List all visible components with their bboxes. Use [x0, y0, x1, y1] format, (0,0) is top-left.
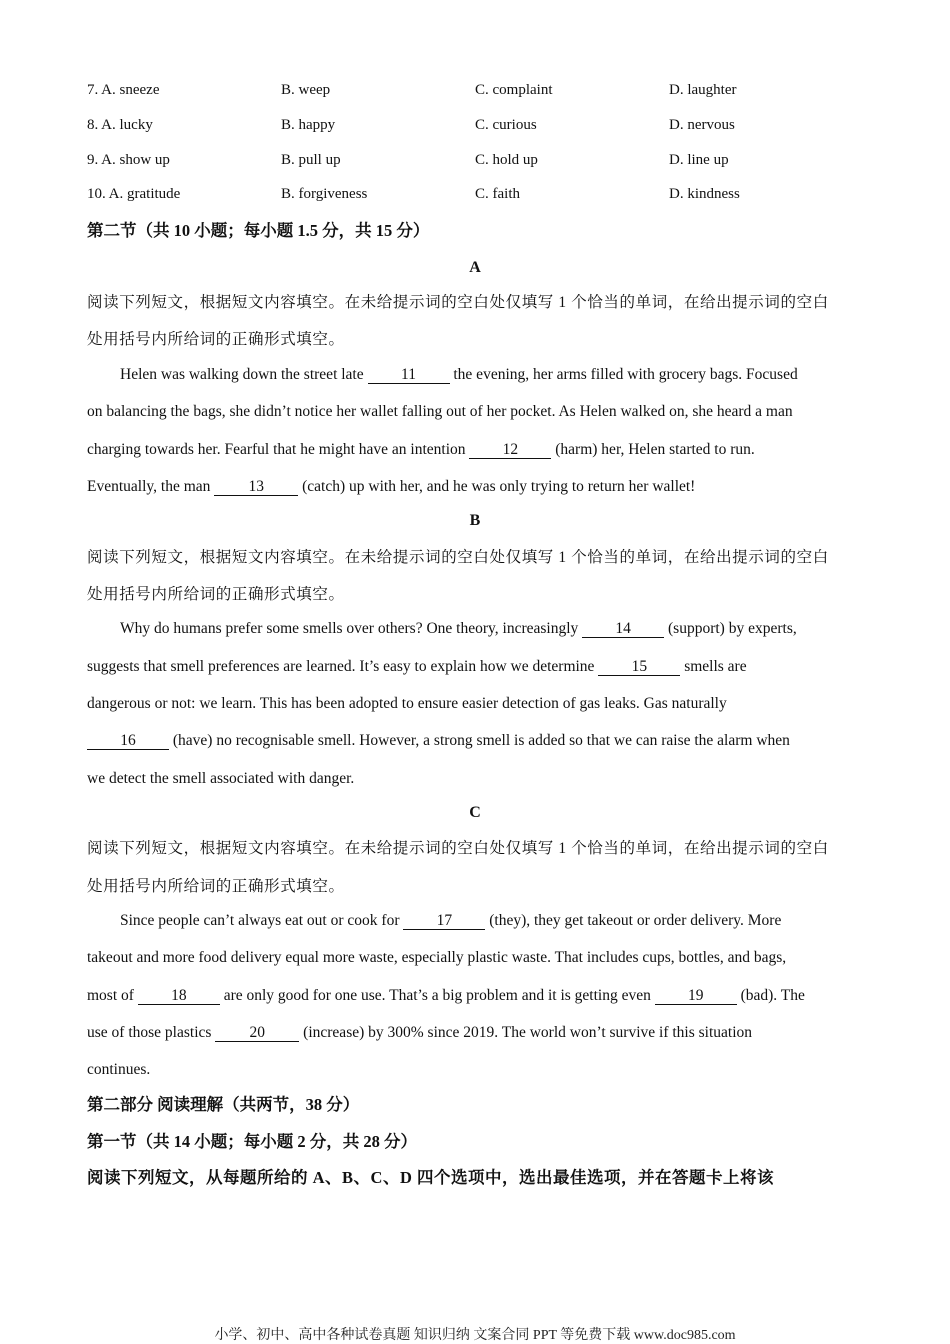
- option-a: 7. A. sneeze: [87, 82, 160, 98]
- option-row-9: [87, 152, 867, 172]
- blank-16[interactable]: 16: [87, 733, 169, 750]
- blank-15[interactable]: 15: [598, 659, 680, 676]
- passage-c-title: C: [469, 804, 481, 821]
- passage-b-line1: [120, 619, 895, 639]
- option-d: D. laughter: [669, 82, 737, 98]
- text: Why do humans prefer some smells over others? One theory, increasingly: [120, 620, 583, 637]
- text: use of those plastics: [87, 1024, 216, 1041]
- passage-c-line5: continues.: [87, 1061, 151, 1078]
- instructions-b-line1: 阅读下列短文，根据短文内容填空。在未给提示词的空白处仅填写 1 个恰当的单词，在给出提示词的空白: [87, 549, 829, 566]
- option-c: C. curious: [475, 117, 537, 133]
- passage-b-line2: [87, 657, 862, 677]
- option-d: D. line up: [669, 152, 729, 168]
- text: (have) no recognisable smell. However, a strong smell is added so that we can raise the alarm when: [169, 732, 790, 749]
- passage-a-line1: [120, 365, 895, 385]
- text: (increase) by 300% since 2019. The world won’t survive if this situation: [299, 1024, 753, 1041]
- option-c: C. hold up: [475, 152, 538, 168]
- option-b: B. happy: [281, 117, 336, 133]
- passage-c-line1: [120, 911, 895, 931]
- passage-c-line2: takeout and more food delivery equal more waste, especially plastic waste. That includes cups, bottles, and bags,: [87, 949, 787, 966]
- passage-b-line4: [87, 731, 862, 751]
- text: (bad). The: [736, 987, 805, 1004]
- blank-18[interactable]: 18: [138, 988, 220, 1005]
- passage-a-line4: [87, 477, 862, 497]
- blank-12[interactable]: 12: [469, 442, 551, 459]
- page-footer: 小学、初中、高中各种试卷真题 知识归纳 文案合同 PPT 等免费下载 www.doc985.com: [214, 1328, 736, 1343]
- text: (harm) her, Helen started to run.: [551, 441, 755, 458]
- instructions-b-line2: 处用括号内所给词的正确形式填空。: [87, 586, 345, 603]
- option-a: 9. A. show up: [87, 152, 170, 168]
- option-b: B. weep: [281, 82, 331, 98]
- text: (they), they get takeout or order delivery. More: [485, 912, 782, 929]
- passage-a-title: A: [469, 259, 481, 276]
- option-row-10: [87, 186, 867, 206]
- text: Eventually, the man: [87, 478, 215, 495]
- passage-b-line3: dangerous or not: we learn. This has been adopted to ensure easier detection of gas leaks. Gas naturally: [87, 695, 727, 712]
- option-b: B. pull up: [281, 152, 341, 168]
- option-b: B. forgiveness: [281, 186, 368, 202]
- blank-20[interactable]: 20: [215, 1025, 299, 1042]
- blank-11[interactable]: 11: [368, 367, 450, 384]
- text: (catch) up with her, and he was only trying to return her wallet!: [298, 478, 696, 495]
- option-a: 8. A. lucky: [87, 117, 153, 133]
- option-c: C. faith: [475, 186, 520, 202]
- blank-17[interactable]: 17: [403, 913, 485, 930]
- passage-b-title: B: [469, 512, 481, 529]
- option-d: D. nervous: [669, 117, 735, 133]
- text: are only good for one use. That’s a big problem and it is getting even: [219, 987, 655, 1004]
- blank-19[interactable]: 19: [655, 988, 737, 1005]
- option-row-7: [87, 82, 867, 102]
- passage-c-line3: [87, 986, 862, 1006]
- part2-heading: 第二部分 阅读理解（共两节，38 分）: [87, 1095, 360, 1114]
- instructions-c-line2: 处用括号内所给词的正确形式填空。: [87, 878, 345, 895]
- passage-c-line4: [87, 1023, 862, 1043]
- section2-heading: 第二节（共 10 小题；每小题 1.5 分，共 15 分）: [87, 221, 430, 240]
- blank-14[interactable]: 14: [582, 621, 664, 638]
- text: suggests that smell preferences are learned. It’s easy to explain how we determine: [87, 658, 599, 675]
- passage-a-line2: on balancing the bags, she didn’t notice her wallet falling out of her pocket. As Helen walked on, she heard a man: [87, 403, 793, 420]
- passage-a-line3: [87, 440, 862, 460]
- passage-b-line5: we detect the smell associated with danger.: [87, 770, 355, 787]
- instructions-a-line1: 阅读下列短文，根据短文内容填空。在未给提示词的空白处仅填写 1 个恰当的单词，在给出提示词的空白: [87, 294, 829, 311]
- option-row-8: [87, 117, 867, 137]
- part2-section1-heading: 第一节（共 14 小题；每小题 2 分，共 28 分）: [87, 1132, 417, 1151]
- text: Helen was walking down the street late: [120, 366, 368, 383]
- text: most of: [87, 987, 138, 1004]
- text: Since people can’t always eat out or cook for: [120, 912, 404, 929]
- text: (support) by experts,: [664, 620, 797, 637]
- instructions-a-line2: 处用括号内所给词的正确形式填空。: [87, 331, 345, 348]
- text: charging towards her. Fearful that he might have an intention: [87, 441, 470, 458]
- text: smells are: [680, 658, 747, 675]
- option-a: 10. A. gratitude: [87, 186, 181, 202]
- text: the evening, her arms filled with grocery bags. Focused: [449, 366, 798, 383]
- blank-13[interactable]: 13: [214, 479, 298, 496]
- instructions-c-line1: 阅读下列短文，根据短文内容填空。在未给提示词的空白处仅填写 1 个恰当的单词，在给出提示词的空白: [87, 840, 829, 857]
- option-c: C. complaint: [475, 82, 553, 98]
- part2-instruction: 阅读下列短文，从每题所给的 A、B、C、D 四个选项中，选出最佳选项，并在答题卡上将该: [87, 1168, 775, 1187]
- option-d: D. kindness: [669, 186, 740, 202]
